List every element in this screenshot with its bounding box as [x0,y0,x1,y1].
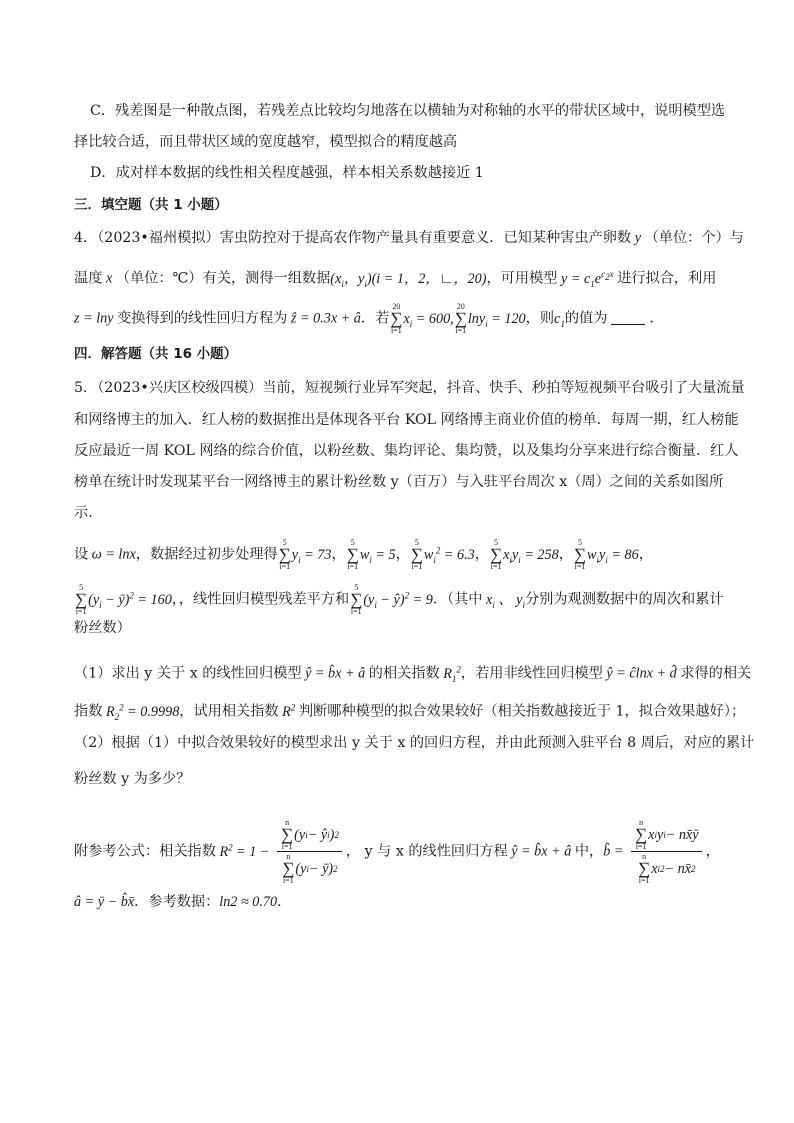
q5-part2-line2: 粉丝数 y 为多少？ [74,771,191,787]
option-c-line1: C．残差图是一种散点图，若残差点比较均匀地落在以横轴为对称轴的水平的带状区域中，说明模型选 [90,103,726,119]
section-4-heading: 四．解答题（共 16 小题） [74,346,238,362]
q5-text: ． [277,894,292,910]
ref-ln2: ln2 ≈ 0.70 [219,894,278,910]
reference-data: â = ȳ − b̂x̄．参考数据：ln2 ≈ 0.70． [74,894,292,910]
q5-line8: 粉丝数） [74,620,131,636]
q5-text: 设 [74,546,89,563]
q5-text: （1）求出 y 关于 x 的线性回归模型 [74,665,302,682]
q5-text: ，若用非线性回归模型 [460,665,603,682]
q4-text: 进行拟合，利用 [617,270,717,287]
q5-text: ，数据经过初步处理得 [135,546,278,563]
q4-text: ．若 [360,310,390,327]
option-c-line2: 择比较合适，而且带状区域的宽度越窄，模型拟合的精度越高 [74,134,458,150]
q5-text: ．参考数据： [134,894,220,910]
q5-part1-line1: （1）求出 y 关于 x 的线性回归模型 ŷ = b̂x + â 的相关指数 $R_1^2$，若用非线性回归模型 ŷ = ĉlnx + d̂ 求得的相关 [74,664,752,684]
q5-part1-line2: 指数 $R_2^2 = 0.9998$，试用相关指数 $R^2$ 判断哪种模型的拟合效果较好（相关指数越接近于 1，拟合效果越好）； [74,702,746,722]
q5-text: 判断哪种模型的拟合效果较好（相关指数越接近于 1，拟合效果越好）； [298,703,746,720]
option-d: D．成对样本数据的线性相关程度越强，样本相关系数越接近 1 [90,165,484,181]
q4-text: 变换得到的线性回归方程为 [117,310,288,327]
q5-line2: 和网络博主的加入．红人榜的数据推出是体现各平台 KOL 网络博主商业价值的榜单．每周一期，红人榜能 [74,412,739,428]
q5-line5: 示． [74,505,103,521]
q5-text: ，试用相关指数 [179,703,279,720]
q5-text: 中， [574,843,604,860]
q4-line2: 温度 x （单位：℃）有关，测得一组数据($x_i$，$y_i)(i = 1$，2，∟，20)，可用模型 $y = c_1e^{c_2x}$ 进行拟合，利用 [74,269,717,289]
q5-line7: 5 ∑ i=1 ($y_i$ − ȳ)$^2$ = 160，，线性回归模型残差平方和 5 ∑ i=1 ($y_i$ − ŷ)$^2$ = 9．（其中 $x_i$ 、 $y_i$分别为观测数据中的周次和累计 [75,583,724,616]
q5-text: 求得的相关 [680,665,752,682]
section-3-heading: 三．填空题（共 1 小题） [74,197,228,213]
q5-text: ．（其中 [432,591,483,608]
q4-text: （单位：个）与 [644,230,744,246]
q5-text: 指数 [74,703,103,720]
q4-text: 的值为 [564,310,608,327]
answer-blank [611,310,645,325]
q5-text: 附参考公式：相关指数 [74,843,216,860]
q4-text: ，可用模型 [486,270,558,287]
q4-text: 4．（2023•福州模拟）害虫防控对于提高农作物产量具有重要意义．已知某种害虫产卵数 [74,230,632,246]
q4-line1: 4．（2023•福州模拟）害虫防控对于提高农作物产量具有重要意义．已知某种害虫产卵数 y （单位：个）与 [74,230,744,246]
q4-text: 温度 [74,270,103,287]
q5-line6: 设 ω = lnx，数据经过初步处理得 5 ∑ i=1 $y_i = 73$， 5 ∑ i=1 $w_i = 5$， 5 ∑ i=1 $w_i^2 = 6.3$， 5 ∑ i=1 $x_iy_i = 258$， 5 ∑ i=1 $w_iy_i = 86$， [74,538,653,571]
q5-line4: 榜单在统计时发现某平台一网络博主的累计粉丝数 y（百万）与入驻平台周次 x（周）之间的关系如图所 [74,474,724,490]
q4-line3: z = lny 变换得到的线性回归方程为 ẑ = 0.3x + â．若 20 ∑ i=1 $x_i = 600$, 20 ∑ i=1 lny$_i$ = 120，则$c_1$的值为 ． [74,302,664,335]
q5-text: 的相关指数 [368,665,440,682]
q4-text: （单位：℃）有关，测得一组数据 [115,270,331,287]
reference-formulas: 附参考公式：相关指数 $R^2 = 1$ − n ∑ i=1 (y i − ŷ i ) 2 n ∑ i=1 (y i − ȳ) 2 ， y 与 x 的线性回归方程 ŷ = b̂x + â 中，b̂ = n ∑ i=1 x i y i − nx̄ȳ n ∑ i=1 x i 2 − nx̄ 2 ， [74,818,720,886]
q5-text: y 与 x 的线性回归方程 [364,843,508,860]
q5-text: ，线性回归模型残差平方和 [178,591,350,608]
q5-text: 分别为观测数据中的周次和累计 [524,591,724,608]
q5-line3: 反应最近一周 KOL 网络的综合价值，以粉丝数、集均评论、集均赞，以及集均分享来进行综合衡量．红人 [74,443,739,459]
q5-part2-line1: （2）根据（1）中拟合效果较好的模型求出 y 关于 x 的回归方程，并由此预测入驻平台 8 周后，对应的累计 [74,735,755,751]
q4-text: ，则 [525,310,555,327]
q5-line1: 5．（2023•兴庆区校级四模）当前，短视频行业异军突起，抖音、快手、秒拍等短视频平台吸引了大量流量 [74,380,745,396]
